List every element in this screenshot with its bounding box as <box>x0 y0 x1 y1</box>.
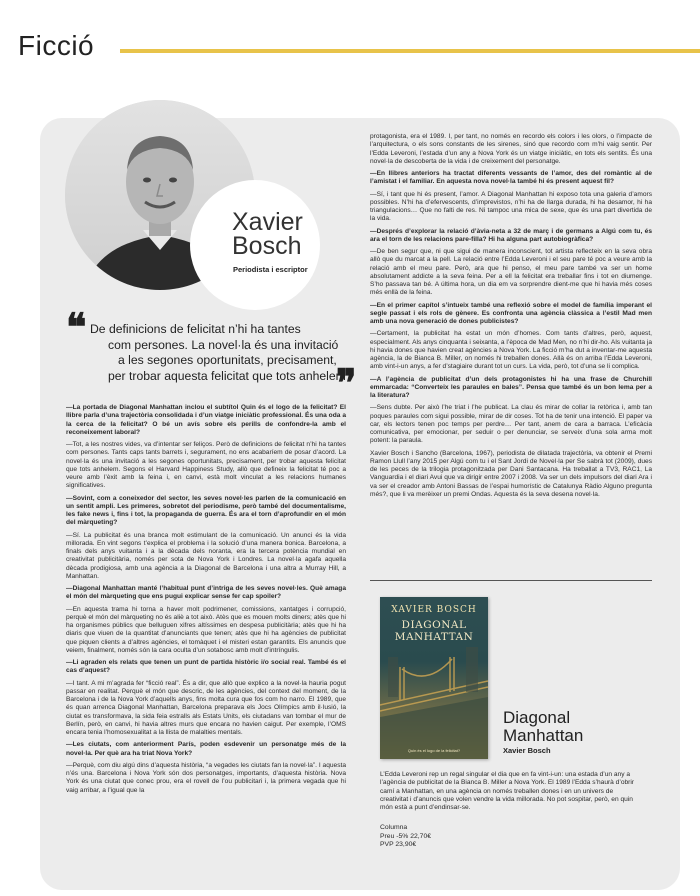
close-quote-icon: ❞ <box>336 360 357 405</box>
section-title: Ficció <box>18 30 95 61</box>
book-title-line: Manhattan <box>503 726 584 745</box>
book-title <box>503 709 583 745</box>
interview-question: —Sovint, com a coneixedor del sector, les seves novel·les parlen de la comunicació en un sentit ampli. Les primeres, sobretot del periodisme, però també del documentalisme, les fake news i, fins i tot, la propaganda de guerra. És ara el torn d’aprofundir en el món del màrqueting? <box>66 494 346 527</box>
pull-quote <box>90 322 346 384</box>
pull-quote-line: De definicions de felicitat n’hi ha tantes <box>90 322 301 336</box>
interview-answer: —Perquè, com diu algú dins d’aquesta història, “a vegades les ciutats fan la novel·la”. I aquesta n’és una. Barcelona i Nova York són dos personatges, importants, d’aquesta història. Nova York és una ciutat que conec prou, era el rovell de l’ou publicitari i, la primera vegada que hi vaig arribar, a l’igual que la <box>66 761 346 794</box>
interview-question: —En llibres anteriors ha tractat diferents vessants de l’amor, des del romàntic al de l’amistat i el familiar. En aquesta nova novel·la també hi és present aquest fil? <box>370 170 652 186</box>
interview-question: —La portada de Diagonal Manhattan inclou el subtítol Quin és el logo de la felicitat? El llibre parla d’una trajectòria consolidada i d’un viatge iniciàtic professional. És una oda a la cerca de la felicitat? O bé un avís sobre els perills de confondre-la amb el reconeixement laboral? <box>66 404 346 436</box>
interview-answer: —Tot, a les nostres vides, va d’intentar ser feliços. Però de definicions de felicitat n’hi ha tantes com persones. Tants caps tants barrets i, segurament, no ens acabaríem de posar d’acord. La novel·la és una invitació a les segones oportunitats, precisament, per trobar aquesta felicitat que tots anhelem. Segons el Harvard Happiness Study, allò que defineix la felicitat té poc a veure amb l’èxit amb la feina i, en canvi, està molt vinculat a les relacions humanes significatives. <box>66 441 346 490</box>
book-publisher: Columna <box>380 824 408 831</box>
author-last-name: Bosch <box>232 232 302 260</box>
book-cover-tagline: Quin és el logo de la felicitat? <box>407 748 461 753</box>
interview-answer: —Sí. La publicitat és una branca molt estimulant de la comunicació. Un anunci és la vida millorada. En vint segons t’explica el problema i la solució d’una manera bonica. Barcelona, a finals dels anys vuitanta i a la dècada dels noranta, era la tercera potència mundial en creativitat publicitària, només per sota de Nova York i Londres. La novel·la agafa aquella dècada prodigiosa, amb una agència a la Diagonal de Barcelona i una altra a Murray Hill, a Manhattan. <box>66 531 346 580</box>
interview-answer: —Sí, i tant que hi és present, l’amor. A Diagonal Manhattan hi exposo tota una galeria d’amors possibles. N’hi ha d’efervescents, d’imprevistos, n’hi ha de llarga durada, hi ha desamor, hi ha triangulacions… Que no falti de res. Ni tampoc una mica de sexe, que és una part divertida de la vida. <box>370 190 652 223</box>
interview-column-left <box>66 404 346 799</box>
pull-quote-line: per trobar aquesta felicitat que tots anhelem <box>108 368 346 383</box>
open-quote-icon: ❝ <box>66 304 87 349</box>
interview-question: —En el primer capítol s’intueix també una reflexió sobre el model de família imperant el segle passat i els rols de gènere. Es confronta una agència clàssica a l’estil Mad men amb una nova generació de dones publicistes? <box>370 301 652 325</box>
author-role: Periodista i escriptor <box>233 265 308 274</box>
interview-answer: —De ben segur que, ni que sigui de manera inconscient, tot artista reflecteix en la seva obra allò que du marcat a la pell. La relació entre l’Edda Leveroni i el seu pare té poc a veure amb la relació amb el meu pare. Però, ara que hi penso, el meu pare també va ser un home absolutament addicte a la seva feina. Per a ell la felicitat era treballar fins i tot en diumenge. S’ho passava tan bé. A última hora, un dia em va sorprendre dient-me que hi havia més coses més enllà de la feina. <box>370 248 652 297</box>
section-title-rule <box>120 49 700 53</box>
pull-quote-line: a les segones oportunitats, precisament, <box>118 353 337 367</box>
book-pvp: PVP 23,90€ <box>380 841 417 848</box>
book-title-line: Diagonal <box>503 708 571 727</box>
interview-column-right <box>370 133 652 503</box>
book-price-discount: Preu -5% 22,70€ <box>380 832 432 840</box>
pull-quote-line: com persones. La novel·la és una invitació <box>108 337 339 352</box>
book-cover-title-line: MANHATTAN <box>394 631 474 643</box>
interview-answer: —En aquesta trama hi torna a haver molt podrimener, comissions, xantatges i corrupció, perquè el món del màrqueting no és aliè a tot això. Atès que es mouen molts diners; atès que hi ha organismes públics que belluguen xifres altíssimes en despesa publicitària; atès que hi ha diaris que viuen de la quantitat d’anunciants que tenen; atès que hi ha agències de publicitat que piquen clients a d’altres agències, el tomàquet i el misteri estan garantits. Els anuncis que veiem, finalment, només són la cara oculta d’un sotabosc amb molt d’intríngulis. <box>66 605 346 654</box>
book-purchase-info <box>380 824 431 850</box>
interview-question: —A l’agència de publicitat d’un dels protagonistes hi ha una frase de Churchill emmarcada: “Converteix les paraules en bales”. Pensa que també és un bon lema per a la literatura? <box>370 375 652 399</box>
book-author: Xavier Bosch <box>503 746 551 755</box>
interview-answer: protagonista, era el 1989. I, per tant, no només en recordo els colors i les olors, o l’impacte de l’arquitectura, o els sons constants de les sirenes, sinó que recordo com m’hi vaig sentir. Per l’Edda Leveroni, l’estada d’un any a Nova York és un viatge iniciàtic, en tots els sentits. És una novel·la de descoberta de la vida i de creixement del personatge. <box>370 133 652 165</box>
author-first-name: Xavier <box>232 208 303 236</box>
bio-divider <box>370 580 652 581</box>
interview-question: —Després d’explorar la relació d’àvia-neta a 32 de març i de germans a Algú com tu, és ara el torn de les relacions pare-filla? Hi ha alguna part autobiogràfica? <box>370 227 652 243</box>
book-description: L’Edda Leveroni rep un regal singular el dia que en fa vint-i-un: una estada d’un any a l’agència de publicitat de la Bianca B. Miller a Nova York. El 1989 l’Edda s’haurà d’obrir camí a Manhattan, en una agència on només treballen dones i en un univers de creativitat i d’anuncis que volen vendre la vida millorada. No pot sospitar, però, en quin món està a punt d’endinsar-se. <box>380 771 635 811</box>
interview-answer: —Certament, la publicitat ha estat un món d’homes. Com tants d’altres, però, aquest, especialment. Als anys cinquanta i seixanta, a l’època de Mad Men, no n’hi dir-ho. Als vuitanta ja hi havia dones que havien creat agències a Nova York. La ficció m’ha dut a inventar-me aquesta agència, la de Bianca B. Miller, on només hi treballen dones. Allà és on arriba l’Edda Leveroni, amb vint-i-un anys, a fer d’stagiaire durant tot un curs. La vida, però, tot d’una se li complica. <box>370 330 652 371</box>
book-cover-author: XAVIER BOSCH <box>391 605 477 615</box>
interview-question: —Li agraden els relats que tenen un punt de partida històric i/o social real. També és el cas d’aquest? <box>66 659 346 675</box>
author-bio: Xavier Bosch i Sancho (Barcelona, 1967), periodista de dilatada trajectòria, va obtenir el Premi Ramon Llull l’any 2015 per Algú com tu i el Sant Jordi de Novel·la per Se sabrà tot (2009), dues de les peces de la trilogia protagonitzada per Dani Santacana. Ha treballat a TV3, RAC1, La Vanguardia i el diari Avui que va dirigir entre 2007 i 2008. Va ser un dels impulsors del diari Ara i va ser el creador amb Antoni Bassas de l’espai humorístic de Catalunya Ràdio Alguno pregunta més?, que li va merèixer un premi Ondas. Aquesta és la seva desena novel·la. <box>370 449 652 498</box>
book-cover-title-line: DIAGONAL <box>401 619 467 631</box>
author-name <box>232 210 312 258</box>
interview-answer: —Sens dubte. Per això l’he triat i l’he publicat. La clau és mirar de collar la retòrica i, amb tan poques paraules com sigui possible, mirar de dir coses. Tot ha de tenir una intenció. El paper va car, els lectors tenen poc temps per perdre… Per tant, anem de cara a barraca. L’eficàcia comunicativa, per emocionar, per seduir o per denunciar, se serveix d’una sola arma molt potent: la paraula. <box>370 404 652 445</box>
interview-question: —Les ciutats, com anteriorment París, poden esdevenir un personatge més de la novel·la. Per què ara ha triat Nova York? <box>66 741 346 757</box>
interview-question: —Diagonal Manhattan manté l’habitual punt d’intriga de les seves novel·les. Què amaga el món del màrqueting que ens pugui explicar sense fer cap spoiler? <box>66 585 346 601</box>
book-cover <box>380 597 488 759</box>
interview-answer: —I tant. A mi m’agrada fer “ficció real”. És a dir, que allò que explico a la novel·la hauria pogut passar en realitat. Perquè el món que descric, de les agències, del context del moment, de la Barcelona i de la Nova York d’aquells anys, fins molta cura que fos com ho narro. El 1989, que és quan arrenca Diagonal Manhattan, Barcelona preparava els Jocs Olímpics amb il·lusió, la ciutat es transformava, la sida feia estralls als Estats Units, els ciutadans van tombar el mur de Berlín, però, en canvi, hi havia altres murs que encara no havien caigut. Per exemple, l’OMS encara tenia l’homosexualitat a la llista de malalties mentals. <box>66 679 346 736</box>
book-cover-title <box>380 619 488 643</box>
